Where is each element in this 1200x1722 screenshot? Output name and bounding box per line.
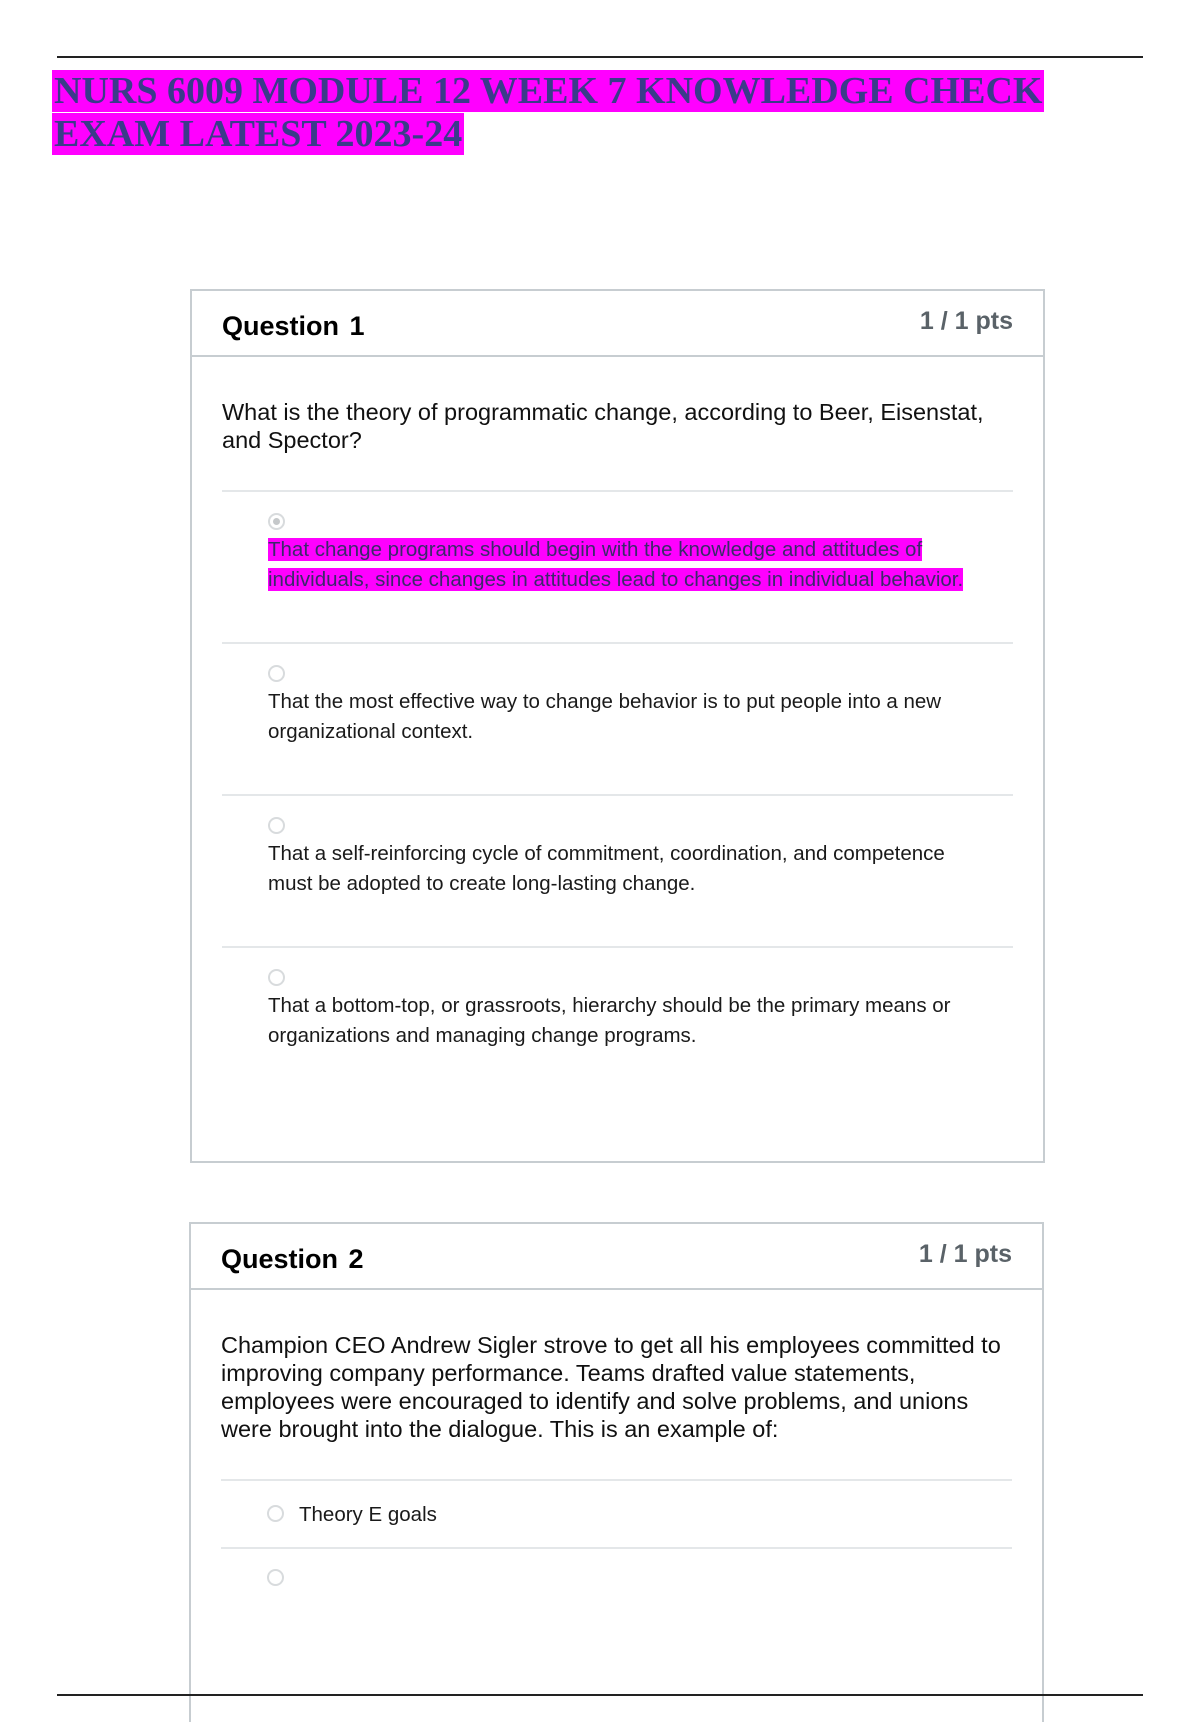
radio-selected-icon[interactable] bbox=[268, 513, 285, 530]
answer-option[interactable] bbox=[222, 642, 1013, 794]
answer-option[interactable] bbox=[221, 1547, 1012, 1607]
answer-list bbox=[222, 490, 1013, 1098]
question-text: Champion CEO Andrew Sigler strove to get all his employees committed to improving company performance. Teams drafted value statements, employees were encouraged to identify and solve problems, and unions were brought into the dialogue. This is an example of: bbox=[221, 1332, 1001, 1442]
document-title bbox=[52, 70, 1052, 156]
answer-label: That the most effective way to change behavior is to put people into a new organizational context. bbox=[268, 690, 942, 743]
top-rule bbox=[57, 56, 1143, 58]
answer-label: That a bottom-top, or grassroots, hierarchy should be the primary means or organizations and managing change programs. bbox=[268, 994, 951, 1047]
question-header bbox=[191, 1224, 1042, 1290]
answer-label: Theory E goals bbox=[299, 1503, 437, 1526]
radio-icon[interactable] bbox=[268, 969, 285, 986]
question-points: 1 / 1 pts bbox=[919, 307, 1013, 335]
question-header bbox=[192, 291, 1043, 357]
question-title: Question 2 bbox=[221, 1244, 364, 1274]
document-title-highlight: NURS 6009 MODULE 12 WEEK 7 KNOWLEDGE CHECK EXAM LATEST 2023-24 bbox=[54, 70, 1043, 155]
answer-option[interactable] bbox=[222, 946, 1013, 1098]
radio-icon[interactable] bbox=[268, 665, 285, 682]
answer-option[interactable] bbox=[222, 490, 1013, 642]
radio-icon[interactable] bbox=[268, 817, 285, 834]
bottom-rule bbox=[57, 1694, 1143, 1696]
answer-label bbox=[268, 535, 968, 595]
answer-option[interactable] bbox=[222, 794, 1013, 946]
question-points: 1 / 1 pts bbox=[918, 1240, 1012, 1268]
radio-icon[interactable] bbox=[267, 1569, 284, 1586]
answer-list bbox=[221, 1479, 1012, 1607]
answer-option[interactable] bbox=[221, 1479, 1012, 1547]
answer-highlight: That change programs should begin with the knowledge and attitudes of individuals, since changes in attitudes lead to changes in individual behavior. bbox=[268, 538, 964, 591]
question-text: What is the theory of programmatic change, according to Beer, Eisenstat, and Spector? bbox=[222, 399, 984, 453]
answer-label: That a self-reinforcing cycle of commitment, coordination, and competence must be adopted to create long-lasting change. bbox=[268, 842, 945, 895]
question-card-2 bbox=[189, 1222, 1044, 1722]
question-card-1 bbox=[190, 289, 1045, 1163]
question-title: Question 1 bbox=[222, 311, 365, 341]
radio-icon[interactable] bbox=[267, 1505, 284, 1522]
